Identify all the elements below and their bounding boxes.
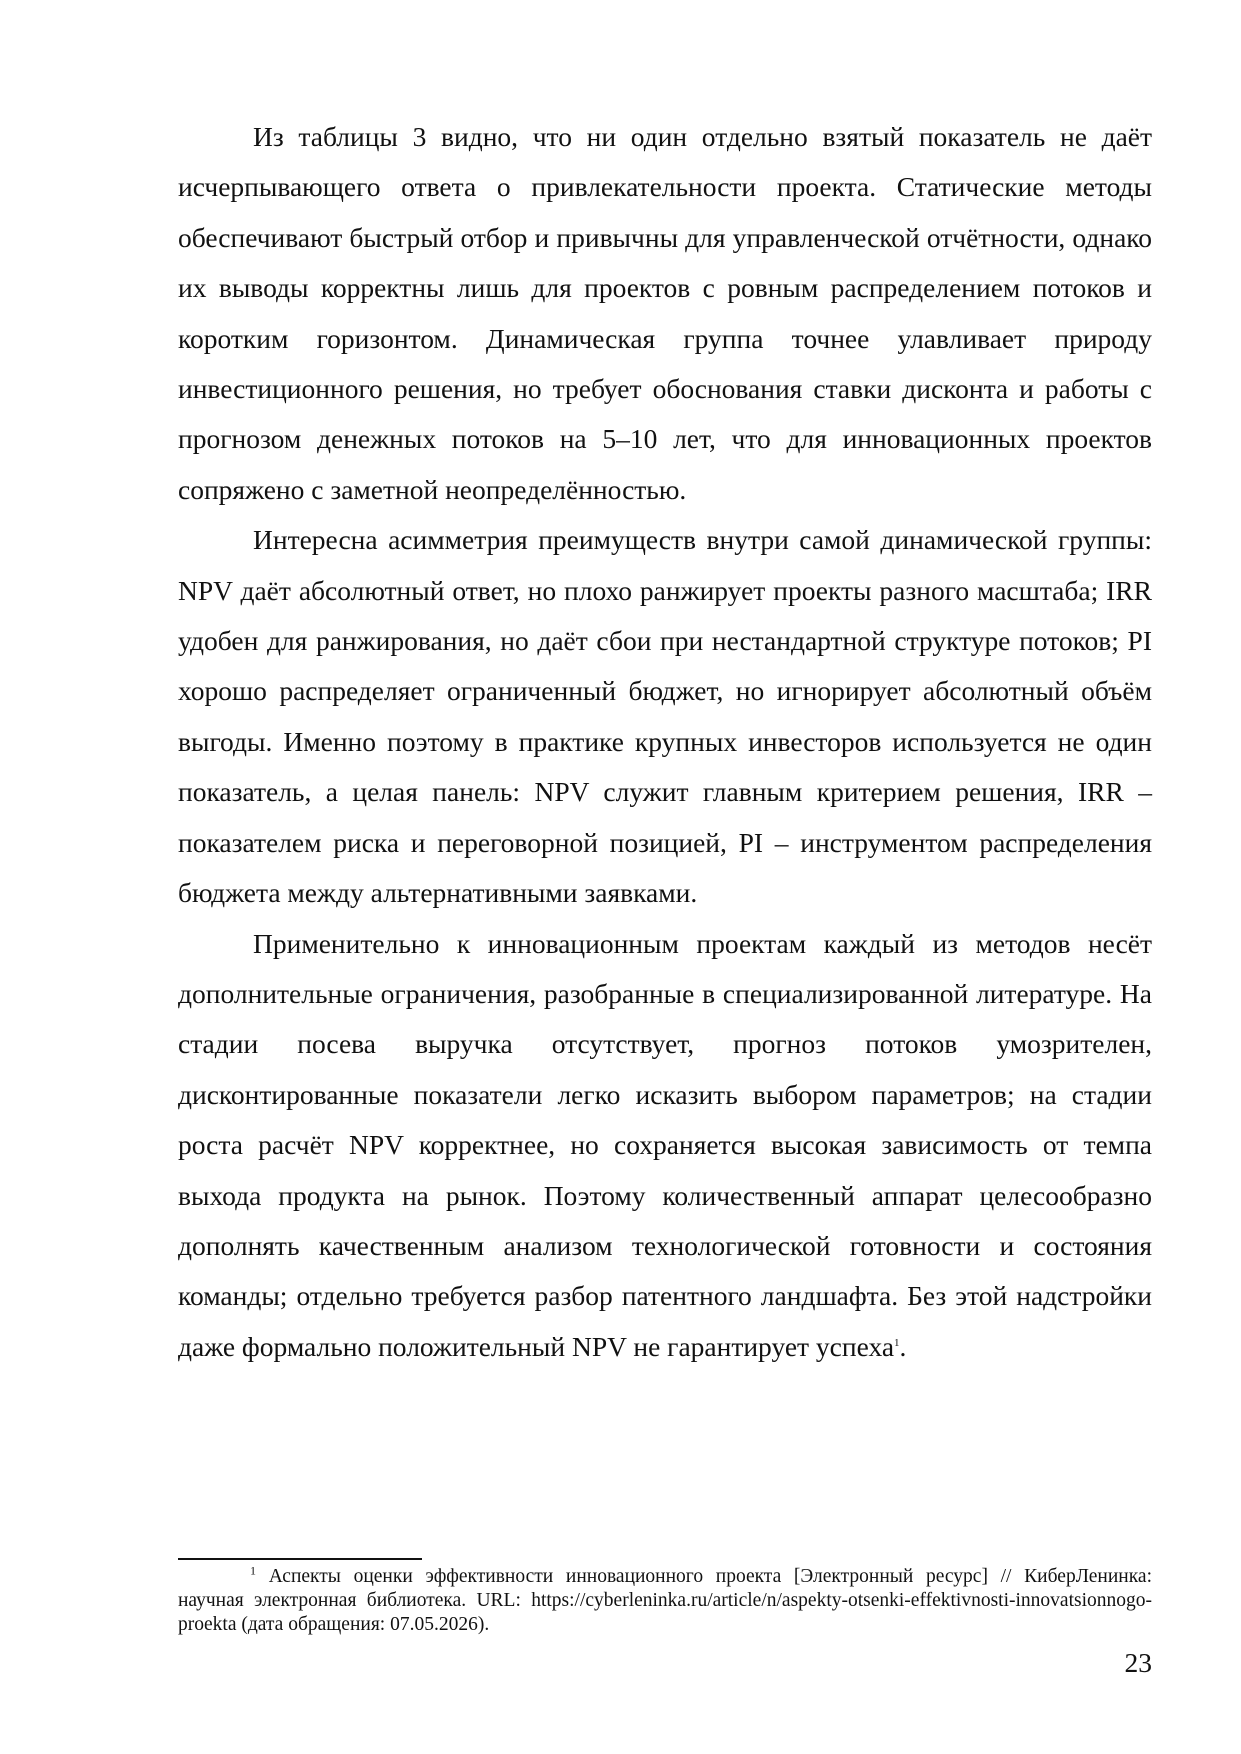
page-number: 23 <box>1124 1647 1152 1678</box>
paragraph-3-end: . <box>899 1330 907 1362</box>
footnote-reference: 1 <box>894 1336 900 1349</box>
footnote-marker: 1 <box>250 1563 256 1578</box>
paragraph-3-text: Применительно к инновационным проектам каждый из методов несёт дополнительные ограничения, разобранные в специализированной литературе. На стадии посева выручка отсутствует, прогноз потоков умозрителен, дисконтированные показатели легко исказить выбором параметров; на стадии роста расчёт NPV корректнее, но сохраняется высокая зависимость от темпа выхода продукта на рынок. Поэтому количественный аппарат целесообразно дополнять качественным анализом технологической готовности и состояния команды; отдельно требуется разбор патентного ландшафта. Без этой надстройки даже формально положительный NPV не гарантирует успеха <box>178 927 1152 1362</box>
paragraph-2: Интересна асимметрия преимуществ внутри самой динамической группы: NPV даёт абсолютный ответ, но плохо ранжирует проекты разного масштаба; IRR удобен для ранжирования, но даёт сбои при нестандартной структуре потоков; PI хорошо распределяет ограниченный бюджет, но игнорирует абсолютный объём выгоды. Именно поэтому в практике крупных инвесторов используется не один показатель, а целая панель: NPV служит главным критерием решения, IRR – показателем риска и переговорной позицией, PI – инструментом распределения бюджета между альтернативными заявками. <box>178 524 1152 909</box>
paragraph-1: Из таблицы 3 видно, что ни один отдельно взятый показатель не даёт исчерпывающего ответа о привлекательности проекта. Статические методы обеспечивают быстрый отбор и привычны для управленческой отчётности, однако их выводы корректны лишь для проектов с ровным распределением потоков и коротким горизонтом. Динамическая группа точнее улавливает природу инвестиционного решения, но требует обоснования ставки дисконта и работы с прогнозом денежных потоков на 5–10 лет, что для инновационных проектов сопряжено с заметной неопределённостью. <box>178 121 1152 505</box>
paragraph-3 <box>178 919 1152 1373</box>
footnote <box>178 1565 1152 1637</box>
body-text <box>178 112 1152 1372</box>
footnote-separator <box>178 1558 422 1560</box>
footnote-text: Аспекты оценки эффективности инновационного проекта [Электронный ресурс] // КиберЛенинка: научная электронная библиотека. URL: https://cyberleninka.ru/article/n/aspekty-otsenki-effektivnosti-innovatsionnogo-proekta (дата обращения: 07.05.2026). <box>178 1566 1152 1635</box>
